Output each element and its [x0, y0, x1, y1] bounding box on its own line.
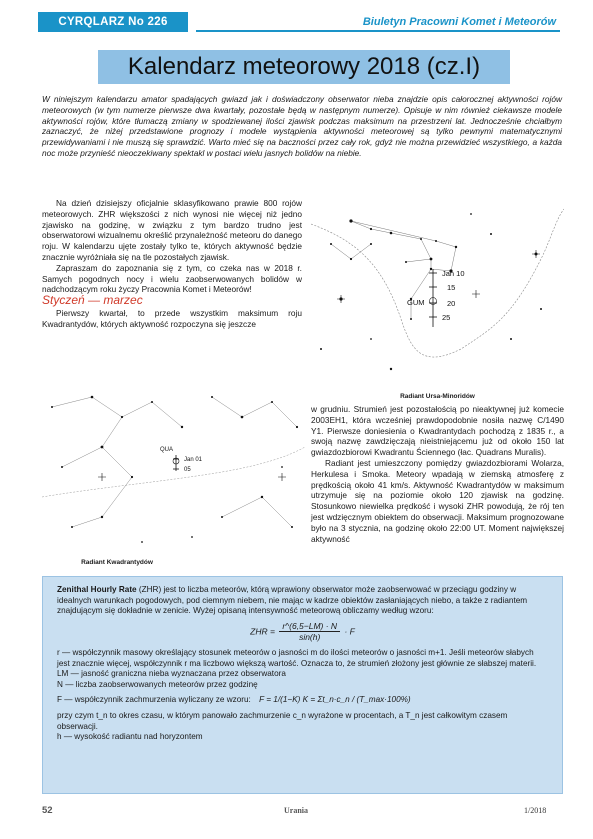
intro-paragraph: W niniejszym kalendarzu amator spadających gwiazd jak i doświadczony obserwator nieba znajdzie opis całorocznej aktywności rojów meteorowych (w tym numerze pierwsze dwa kwartały, pozostałe będą w następnym numerze). Opisuje w nim również ciekawsze modele aktywności rojów, które tłumaczą zmiany w spodziewanej ilości zjawisk podczas maksimum na przestrzeni lat. Jednocześnie chciałbym zaznaczyć, że niżej przedstawione prognozy i modele wystąpienia aktywności meteorowej są tylko pewnymi matematycznymi przewidywaniami i nie muszą się sprawdzić. Warto mieć się na baczności przez cały rok, gdyż nie można przewidzieć wszystkiego, a każda noc może przynieść nieoczekiwany spektakl w postaci wielu jasnych bolidów na niebie.	[42, 94, 562, 158]
caption-qua: Radiant Kwadrantydów	[81, 559, 153, 566]
page-title: Kalendarz meteorowy 2018 (cz.I)	[98, 50, 510, 84]
series-badge	[38, 12, 188, 32]
def-f-formula: F = 1/(1−K) K = Σt_n·c_n / (T_max·100%)	[259, 695, 411, 705]
def-h: h — wysokość radiantu nad horyzontem	[57, 732, 203, 742]
map-label-qua: QUA	[160, 447, 174, 453]
star-map-umi-svg	[311, 199, 564, 393]
def-n: N — liczba zaobserwowanych meteorów przez godzinę	[57, 679, 258, 689]
page-number: 52	[42, 805, 53, 816]
zhr-denominator: sin(h)	[299, 632, 321, 643]
def-r: r — współczynnik masowy określający stosunek meteorów o jasności m do ilości meteorów o jasności m+1. Jeśli meteorów słabych jest znacznie więcej, współczynnik r ma liczbowo większą wartość. Oznacza to, że strumień złożony jest głównie ze słabszej materii.	[57, 647, 537, 668]
map-label-05: 05	[184, 467, 191, 473]
star-map-umi	[311, 199, 564, 393]
paragraph-3: Pierwszy kwartał, to przede wszystkim maksimum roju Kwadrantydów, których aktywność rozpoczyna się jeszcze	[42, 307, 302, 329]
footer-journal: Urania	[284, 806, 308, 815]
map-label-gum: GUM	[407, 298, 425, 307]
def-f-label: F — współczynnik zachmurzenia wyliczany ze wzoru:	[57, 695, 251, 705]
map-label-jan01: Jan 01	[184, 457, 203, 463]
paragraph-4: w grudniu. Strumień jest pozostałością po nieaktywnej już komecie 2003EH1, która wcześniej prawdopodobnie nosiła nazwę C/1490 Y1. Pierwsze doniesienia o Kwadrantydach pochodzą z 1835 r., a swoją nazwę zawdzięczają nieistniejącemu już od około 150 lat gwiazdozbiorowi Kwadrantu Ściennego (łac. Quadrans Muralis).	[311, 404, 564, 458]
map-label-20: 20	[447, 299, 456, 308]
def-f	[57, 695, 548, 706]
footer-issue: 1/2018	[524, 806, 547, 815]
paragraph-1: Na dzień dzisiejszy oficjalnie sklasyfikowano prawie 800 rojów meteorowych. ZHR większości z nich wynosi nie więcej niż jedno zjawisko na godzinę, w związku z tym bardzo trudno jest obserwatorowi wizualnemu określić przynależność meteoru do danego roju. W kalendarzu ujęte zostały tylko te, których aktywność będzie znacznie wyróżniała się na tle pozostałych zjawisk.	[42, 198, 302, 262]
paragraph-5: Radiant jest umieszczony pomiędzy gwiazdozbiorami Wolarza, Herkulesa i Smoka. Meteory wpadają w ziemską atmosferę z prędkością około 41 km/s. Aktywność Kwadrantydów w maksimum utrzymuje się na poziomie około 120 zjawisk na godzinę. Stosunkowo niewielka prędkość i wysoki ZHR powodują, że rój ten jest wdzięcznym obiektem do obserwacji. Maksimum prognozowane było na 3 stycznia, na godzinę około 22:00 UT. Moment największej aktywność	[311, 457, 564, 544]
series-label: CYRQLARZ No 226	[58, 16, 168, 28]
zhr-numerator: r^(6,5−LM) · N	[279, 621, 340, 633]
zhr-intro	[57, 585, 548, 617]
paragraph-2: Zapraszam do zapoznania się z tym, co czeka nas w 2018 r. Samych pogodnych nocy i wielu zaobserwowanych bolidów w nadchodzącym roku życzy Pracownia Komet i Meteorów!	[42, 262, 302, 295]
section-heading: Styczeń — marzec	[42, 293, 143, 308]
map-label-jan10: Jan 10	[442, 269, 465, 278]
zhr-fraction	[279, 621, 340, 643]
zhr-formula	[57, 621, 548, 643]
zhr-description: (ZHR) jest to liczba meteorów, którą wprawiony obserwator może zaobserwować w przeciągu godziny w idealnych warunkach pogodowych, pod ciemnym niebem, nie mając w kadrze obiektów zasłaniających niebo, a także z radiantem znajdującym się dokładnie w zenicie. Wyżej opisaną intensywność meteorową obliczamy według wzoru:	[57, 585, 528, 616]
zhr-formula-left: ZHR =	[250, 626, 275, 637]
star-map-qua	[42, 377, 305, 559]
caption-umi: Radiant Ursa-Minoridów	[400, 393, 475, 400]
journal-title: Biuletyn Pracowni Komet i Meteorów	[362, 16, 556, 28]
def-t: przy czym t_n to okres czasu, w którym panowało zachmurzenie c_n wyrażone w procentach, a T_n jest całkowitym czasem obserwacji.	[57, 710, 508, 731]
star-map-qua-svg	[42, 377, 305, 559]
map-label-25: 25	[442, 313, 451, 322]
zhr-formula-tail: · F	[344, 626, 355, 637]
def-lm: LM — jasność graniczna nieba wyznaczana przez obserwatora	[57, 669, 286, 679]
map-label-15: 15	[447, 283, 456, 292]
zhr-term: Zenithal Hourly Rate	[57, 585, 137, 594]
journal-header	[196, 12, 560, 32]
zhr-info-box	[42, 576, 563, 794]
right-column	[311, 404, 564, 544]
left-column	[42, 198, 302, 330]
